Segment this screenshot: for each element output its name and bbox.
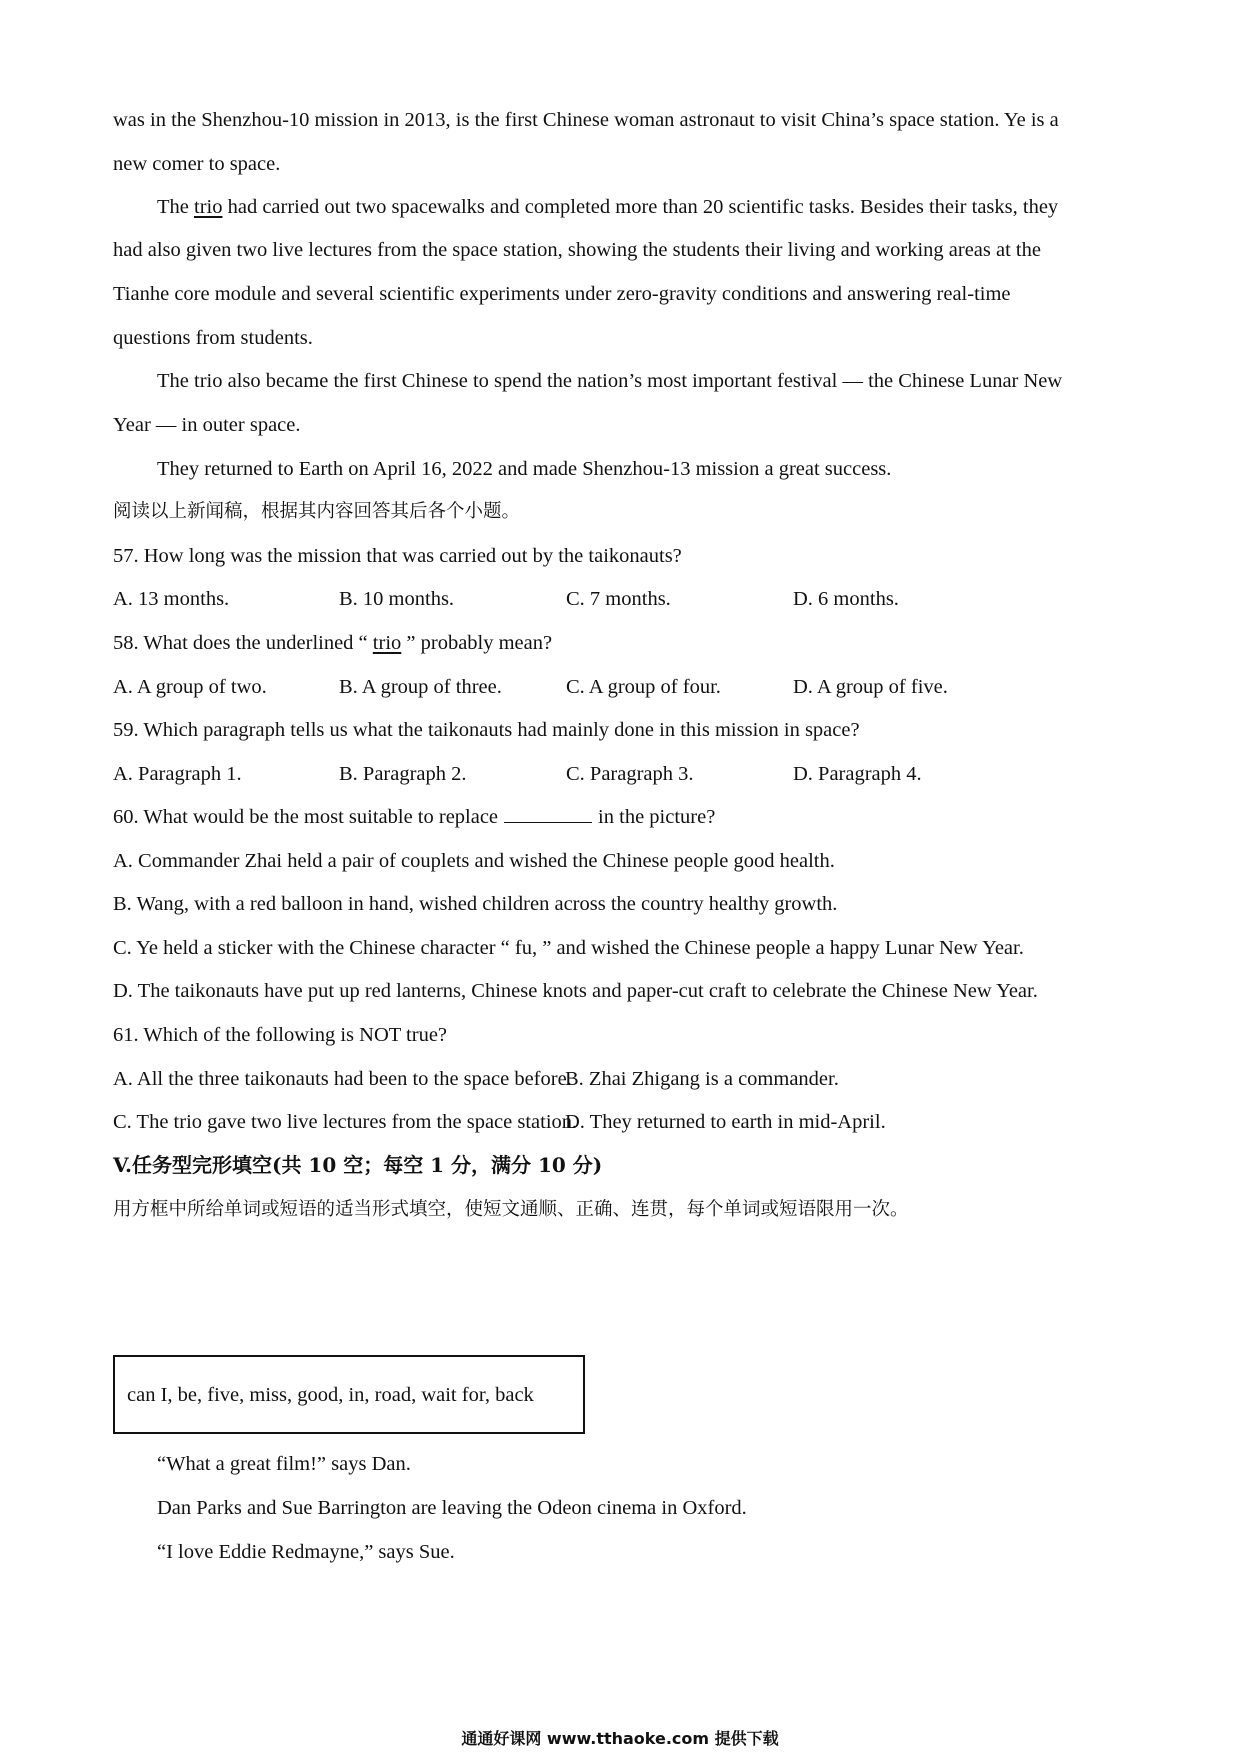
question-60-stem (113, 803, 715, 831)
question-58-option-d: D. A group of five. (793, 676, 948, 698)
section-title: V.任务型完形填空(共 10 空；每空 1 分，满分 10 分) (113, 1153, 603, 1177)
question-59-option-c: C. Paragraph 3. (566, 763, 694, 785)
question-60-option-b: B. Wang, with a red balloon in hand, wished children across the country healthy growth. (113, 893, 838, 915)
question-61-option-b: B. Zhai Zhigang is a commander. (565, 1068, 839, 1090)
answer-blank (504, 804, 592, 823)
question-59-option-a: A. Paragraph 1. (113, 763, 242, 785)
question-58-option-c: C. A group of four. (566, 676, 721, 698)
question-60-option-d: D. The taikonauts have put up red lanterns, Chinese knots and paper-cut craft to celebrate the Chinese New Year. (113, 980, 1038, 1002)
passage-paragraph-4-line: They returned to Earth on April 16, 2022 and made Shenzhou-13 mission a great success. (157, 458, 892, 480)
story-line: “I love Eddie Redmayne,” says Sue. (157, 1541, 455, 1563)
question-57-option-d: D. 6 months. (793, 588, 899, 610)
word-bank-text: can I, be, five, miss, good, in, road, wait for, back (127, 1384, 534, 1406)
question-57-option-b: B. 10 months. (339, 588, 455, 610)
passage-line: Year — in outer space. (113, 414, 301, 436)
question-61-option-a: A. All the three taikonauts had been to the space before. (113, 1068, 572, 1090)
passage-line: Tianhe core module and several scientific experiments under zero-gravity conditions and answering real-time (113, 283, 1011, 305)
passage-line: questions from students. (113, 327, 313, 349)
question-57-option-a: A. 13 months. (113, 588, 230, 610)
passage-paragraph-2-line (157, 193, 1058, 221)
fill-instruction: 用方框中所给单词或短语的适当形式填空，使短文通顺、正确、连贯，每个单词或短语限用一次。 (113, 1199, 909, 1220)
word-bank-box (113, 1355, 585, 1434)
question-58-option-a: A. A group of two. (113, 676, 267, 698)
reading-instruction: 阅读以上新闻稿，根据其内容回答其后各个小题。 (113, 501, 521, 522)
passage-paragraph-3-line: The trio also became the first Chinese to spend the nation’s most important festival — the Chinese Lunar New (157, 370, 1063, 392)
question-58-option-b: B. A group of three. (339, 676, 502, 698)
question-59-stem: 59. Which paragraph tells us what the taikonauts had mainly done in this mission in space? (113, 719, 860, 741)
passage-line: had also given two live lectures from the space station, showing the students their living and working areas at the (113, 239, 1041, 261)
question-59-option-d: D. Paragraph 4. (793, 763, 922, 785)
question-60-option-c: C. Ye held a sticker with the Chinese character “ fu, ” and wished the Chinese people a happy Lunar New Year. (113, 937, 1024, 959)
story-line: “What a great film!” says Dan. (157, 1453, 411, 1475)
question-61-option-d: D. They returned to earth in mid-April. (565, 1111, 886, 1133)
question-57-option-c: C. 7 months. (566, 588, 671, 610)
text: had carried out two spacewalks and completed more than 20 scientific tasks. Besides their tasks, they (222, 196, 1059, 218)
story-line: Dan Parks and Sue Barrington are leaving the Odeon cinema in Oxford. (157, 1497, 747, 1519)
underlined-word: trio (372, 632, 402, 654)
question-61-stem: 61. Which of the following is NOT true? (113, 1024, 448, 1046)
text: The (157, 196, 194, 218)
text: ” probably mean? (401, 632, 553, 654)
text: 60. What would be the most suitable to replace (113, 806, 499, 828)
text: 58. What does the underlined “ (113, 632, 373, 654)
question-61-option-c: C. The trio gave two live lectures from the space station. (113, 1111, 578, 1133)
question-58-stem (113, 629, 552, 657)
question-59-option-b: B. Paragraph 2. (339, 763, 467, 785)
passage-line: was in the Shenzhou-10 mission in 2013, is the first Chinese woman astronaut to visit China’s space station. Ye is a (113, 109, 1059, 131)
text: in the picture? (598, 806, 716, 828)
passage-line: new comer to space. (113, 153, 281, 175)
page-footer: 通通好课网 www.tthaoke.com 提供下载 (461, 1729, 779, 1748)
underlined-word: trio (194, 196, 223, 218)
question-60-option-a: A. Commander Zhai held a pair of couplets and wished the Chinese people good health. (113, 850, 835, 872)
question-57-stem: 57. How long was the mission that was carried out by the taikonauts? (113, 545, 682, 567)
